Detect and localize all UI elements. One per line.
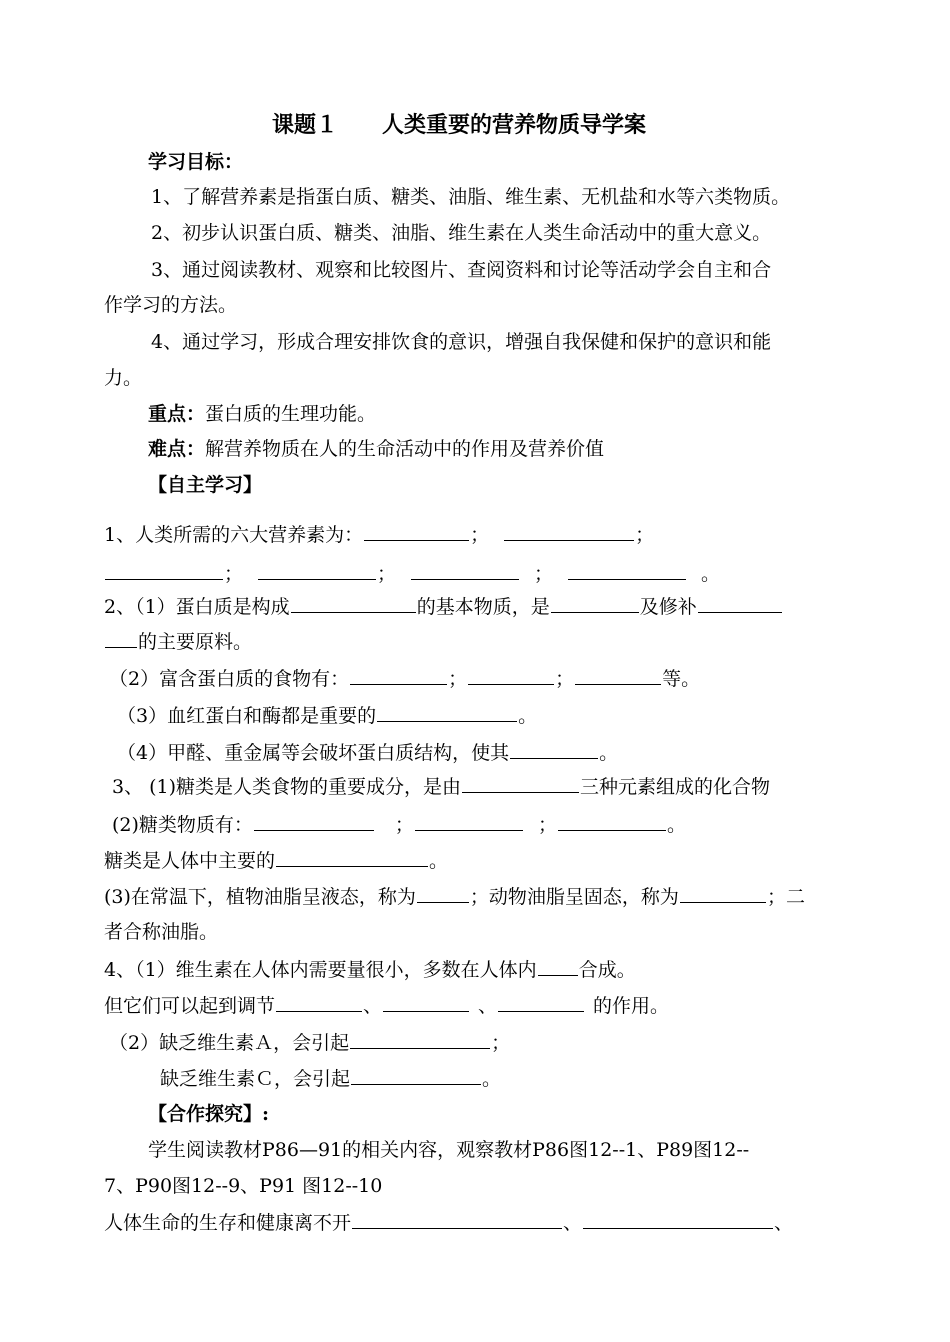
- separator: 、: [478, 995, 498, 1017]
- question-text: 4、（1）维生素在人体内需要量很小，多数在人体内: [104, 959, 537, 981]
- question-4-1: [104, 957, 636, 982]
- blank[interactable]: [291, 594, 416, 613]
- blank[interactable]: [551, 594, 639, 613]
- coop-line-1: 学生阅读教材P86—91的相关内容，观察教材P86图12--1、P89图12--: [148, 1139, 750, 1161]
- separator: 、: [563, 1212, 583, 1234]
- question-text: 2、（1）蛋白质是构成: [104, 596, 290, 618]
- question-text: （3）血红蛋白和酶都是重要的: [117, 705, 377, 727]
- question-text: 的作用。: [593, 995, 670, 1017]
- question-text: 糖类是人体中主要的: [104, 850, 276, 872]
- blank[interactable]: [350, 666, 447, 685]
- separator: 、: [363, 995, 383, 1017]
- goal-4-cont: 力。: [104, 367, 143, 389]
- key-label: 重点：: [148, 403, 206, 425]
- blank[interactable]: [105, 561, 223, 580]
- blank[interactable]: [350, 1030, 490, 1049]
- coop-line-2: 7、P90图12--9、P91 图12--10: [104, 1175, 383, 1197]
- goals-heading: 学习目标：: [148, 151, 244, 173]
- blank[interactable]: [258, 561, 376, 580]
- separator: 。: [666, 814, 686, 836]
- blank[interactable]: [558, 812, 666, 831]
- question-text: 缺乏维生素Ｃ，会引起: [160, 1068, 351, 1090]
- question-3-2: [112, 812, 686, 837]
- blank[interactable]: [415, 812, 523, 831]
- question-3-3: [104, 884, 805, 909]
- separator: ；: [491, 1032, 511, 1054]
- separator: ；: [448, 668, 468, 690]
- key-text: 蛋白质的生理功能。: [205, 403, 377, 425]
- question-1: [104, 522, 654, 547]
- difficult-label: 难点：: [148, 438, 206, 460]
- separator: ；: [377, 563, 397, 585]
- blank[interactable]: [568, 561, 686, 580]
- question-3-1: [112, 774, 770, 799]
- goal-3-cont: 作学习的方法。: [104, 294, 238, 316]
- separator: 。: [599, 742, 619, 764]
- goal-4: 4、通过学习，形成合理安排饮食的意识，增强自我保健和保护的意识和能: [151, 331, 772, 353]
- difficult-text: 解营养物质在人的生命活动中的作用及营养价值: [205, 438, 605, 460]
- blank[interactable]: [462, 774, 579, 793]
- separator: ；: [555, 668, 575, 690]
- question-text: 3、 (1)糖类是人类食物的重要成分，是由: [112, 776, 462, 798]
- self-study-heading: 【自主学习】: [148, 474, 263, 496]
- blank[interactable]: [352, 1210, 562, 1229]
- goal-1: 1、了解营养素是指蛋白质、糖类、油脂、维生素、无机盐和水等六类物质。: [151, 186, 791, 208]
- question-text: (3)在常温下，植物油脂呈液态，称为: [104, 886, 416, 908]
- blank[interactable]: [498, 993, 584, 1012]
- page-title: 课题１ 人类重要的营养物质导学案: [272, 112, 647, 138]
- separator: ；: [394, 814, 414, 836]
- coop-heading: 【合作探究】:: [148, 1103, 270, 1125]
- question-text: （2）富含蛋白质的食物有：: [109, 668, 350, 690]
- question-1-text: 1、人类所需的六大营养素为：: [104, 524, 364, 546]
- blank[interactable]: [698, 594, 782, 613]
- question-text: ；二: [766, 886, 805, 908]
- question-text: 等。: [662, 668, 701, 690]
- separator: 。: [482, 1068, 502, 1090]
- question-text: （2）缺乏维生素Ａ，会引起: [109, 1032, 350, 1054]
- separator: ；: [537, 814, 557, 836]
- question-2-3: [117, 703, 537, 728]
- question-1-cont: [104, 561, 720, 586]
- blank[interactable]: [538, 957, 578, 976]
- blank[interactable]: [504, 522, 634, 541]
- question-text: 但它们可以起到调节: [104, 995, 276, 1017]
- blank[interactable]: [364, 522, 469, 541]
- blank[interactable]: [510, 740, 598, 759]
- question-3-2-cont: [104, 848, 448, 873]
- question-text: (2)糖类物质有：: [112, 814, 253, 836]
- goal-2: 2、初步认识蛋白质、糖类、油脂、维生素在人类生命活动中的重大意义。: [151, 222, 772, 244]
- question-2-1-cont: [104, 629, 252, 654]
- question-4-2-cont: [160, 1066, 501, 1091]
- blank[interactable]: [254, 812, 374, 831]
- separator: 、: [774, 1212, 794, 1234]
- question-2-2: [109, 666, 700, 691]
- blank[interactable]: [417, 884, 469, 903]
- blank[interactable]: [583, 1210, 773, 1229]
- blank[interactable]: [105, 629, 137, 648]
- blank[interactable]: [276, 993, 362, 1012]
- blank[interactable]: [383, 993, 469, 1012]
- question-4-1-cont: [104, 993, 669, 1018]
- question-2-1: [104, 594, 783, 619]
- coop-line-3: [104, 1210, 793, 1235]
- question-2-4: [117, 740, 618, 765]
- question-text: （4）甲醛、重金属等会破坏蛋白质结构，使其: [117, 742, 510, 764]
- blank[interactable]: [377, 703, 517, 722]
- key-point: [148, 402, 376, 426]
- question-4-2: [109, 1030, 510, 1055]
- question-text: ；动物油脂呈固态，称为: [469, 886, 679, 908]
- question-text: 三种元素组成的化合物: [580, 776, 771, 798]
- separator: 。: [429, 850, 449, 872]
- question-text: 人体生命的生存和健康离不开: [104, 1212, 352, 1234]
- goal-3: 3、通过阅读教材、观察和比较图片、查阅资料和讨论等活动学会自主和合: [151, 259, 772, 281]
- question-text: 的基本物质，是: [416, 596, 550, 618]
- blank[interactable]: [468, 666, 554, 685]
- blank[interactable]: [411, 561, 519, 580]
- separator: ；: [534, 563, 554, 585]
- blank[interactable]: [351, 1066, 481, 1085]
- blank[interactable]: [680, 884, 766, 903]
- question-text: 及修补: [639, 596, 697, 618]
- separator: 。: [701, 563, 721, 585]
- question-text: 合成。: [578, 959, 636, 981]
- blank[interactable]: [276, 848, 428, 867]
- question-text: 的主要原料。: [138, 631, 253, 653]
- difficult-point: [148, 437, 604, 461]
- separator: ；: [635, 524, 655, 546]
- blank[interactable]: [575, 666, 661, 685]
- question-3-3-cont: 者合称油脂。: [104, 921, 219, 943]
- separator: ；: [470, 524, 490, 546]
- separator: ；: [224, 563, 244, 585]
- separator: 。: [518, 705, 538, 727]
